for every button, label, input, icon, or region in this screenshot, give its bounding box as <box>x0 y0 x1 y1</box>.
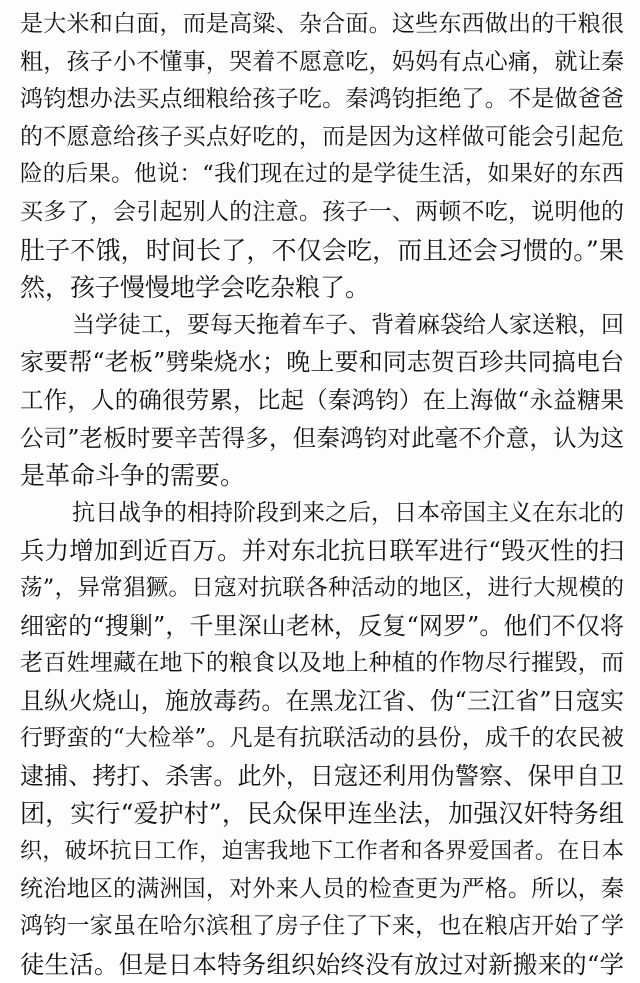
text-line: 统治地区的满洲国，对外来人员的检查更为严格。所以，秦 <box>20 875 624 902</box>
text-line: 行野蛮的“大检举”。凡是有抗联活动的县份，成千的农民被 <box>20 725 624 752</box>
text-line: 粗，孩子小不懂事，哭着不愿意吃，妈妈有点心痛，就让秦 <box>20 48 624 75</box>
text-line: 家要帮“老板”劈柴烧水；晚上要和同志贺百珍共同搞电台 <box>20 348 624 377</box>
text-line: 买多了，会引起别人的注意。孩子一、两顿不吃，说明他的 <box>20 198 624 225</box>
text-line: 是革命斗争的需要。 <box>20 461 246 491</box>
paragraph-first-line: 抗日战争的相持阶段到来之后，日本帝国主义在东北的 <box>72 499 624 526</box>
text-line: 团，实行“爱护村”，民众保甲连坐法，加强汉奸特务组 <box>20 799 624 829</box>
text-line: 徒生活。但是日本特务组织始终没有放过对新搬来的“学 <box>20 949 624 979</box>
paragraph-first-line: 当学徒工，要每天拖着车子、背着麻袋给人家送粮，回 <box>72 311 624 338</box>
text-line: 鸿钧一家虽在哈尔滨租了房子住了下来，也在粮店开始了学 <box>20 913 624 940</box>
text-line: 工作，人的确很劳累，比起（秦鸿钧）在上海做“永益糖果 <box>20 385 624 414</box>
text-line: 肚子不饿，时间长了，不仅会吃，而且还会习惯的。”果 <box>20 235 624 265</box>
text-line: 兵力增加到近百万。并对东北抗日联军进行“毁灭性的扫 <box>20 536 624 566</box>
text-line: 老百姓埋藏在地下的粮食以及地上种植的作物尽行摧毁，而 <box>20 650 624 677</box>
text-line: 的不愿意给孩子买点好吃的，而是因为这样做可能会引起危 <box>20 123 624 150</box>
text-line: 细密的“搜剿”，千里深山老林，反复“网罗”。他们不仅将 <box>20 611 624 640</box>
text-line: 鸿钧想办法买点细粮给孩子吃。秦鸿钧拒绝了。不是做爸爸 <box>20 86 624 113</box>
text-line: 逮捕、拷打、杀害。此外，日寇还利用伪警察、保甲自卫 <box>20 761 624 790</box>
text-line: 织，破坏抗日工作，迫害我地下工作者和各界爱国者。在日本 <box>20 839 624 865</box>
text-line: 是大米和白面，而是高粱、杂合面。这些东西做出的干粮很 <box>20 11 624 37</box>
text-line: 然，孩子慢慢地学会吃杂粮了。 <box>20 273 371 303</box>
text-line: 险的后果。他说：“我们现在过的是学徒生活，如果好的东西 <box>20 161 624 188</box>
text-line: 且纵火烧山，施放毒药。在黑龙江省、伪“三江省”日寇实 <box>20 686 624 715</box>
text-line: 公司”老板时要辛苦得多，但秦鸿钧对此毫不介意，认为这 <box>20 423 624 452</box>
text-line: 荡”，异常猖獗。日寇对抗联各种活动的地区，进行大规模的 <box>20 574 624 601</box>
body-text <box>20 6 624 983</box>
